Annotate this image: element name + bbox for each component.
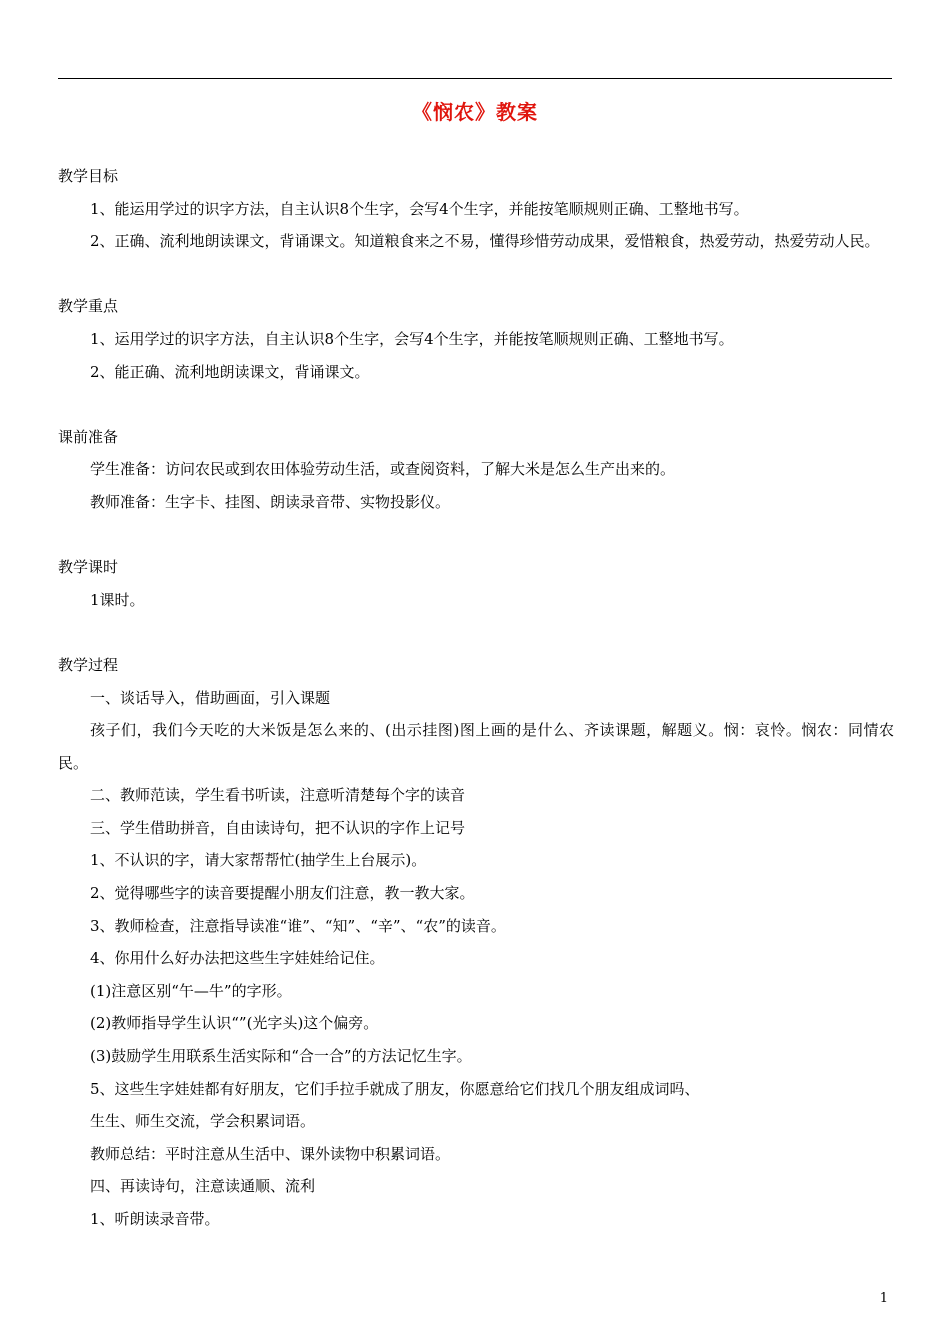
paragraph: 1、不认识的字，请大家帮帮忙(抽学生上台展示)。 bbox=[90, 851, 427, 870]
paragraph: 2、能正确、流利地朗读课文，背诵课文。 bbox=[90, 362, 370, 381]
paragraph: 1、听朗读录音带。 bbox=[90, 1210, 220, 1228]
paragraph: 2、正确、流利地朗读课文，背诵课文。知道粮食来之不易，懂得珍惜劳动成果，爱惜粮食，热爱劳动，热爱劳动人民。 bbox=[90, 232, 880, 251]
section-spacer bbox=[58, 258, 894, 291]
header-rule bbox=[58, 78, 892, 79]
paragraph: (2)教师指导学生认识“”(光字头)这个偏旁。 bbox=[90, 1014, 379, 1033]
paragraph: 二、教师范读，学生看书听读，注意听清楚每个字的读音 bbox=[90, 786, 466, 805]
section-heading-class-hours: 教学课时 bbox=[58, 558, 119, 577]
document-body bbox=[58, 160, 894, 1236]
section-heading-teaching-goals: 教学目标 bbox=[58, 167, 119, 185]
paragraph: 孩子们，我们今天吃的大米饭是怎么来的、(出示挂图)图上画的是什么、齐读课题，解题义。悯：哀怜。悯农：同情农民。 bbox=[58, 721, 894, 772]
paragraph: 学生准备：访问农民或到农田体验劳动生活，或查阅资料，了解大米是怎么生产出来的。 bbox=[90, 460, 676, 479]
document-title: 《悯农》教案 bbox=[412, 100, 538, 124]
paragraph: 教师准备：生字卡、挂图、朗读录音带、实物投影仪。 bbox=[90, 492, 451, 511]
paragraph: 四、再读诗句，注意读通顺、流利 bbox=[90, 1177, 316, 1196]
section-spacer bbox=[58, 616, 894, 649]
paragraph: 生生、师生交流，学会积累词语。 bbox=[90, 1112, 316, 1131]
paragraph: (3)鼓励学生用联系生活实际和“合一合”的方法记忆生字。 bbox=[90, 1047, 472, 1066]
section-heading-teaching-process: 教学过程 bbox=[58, 655, 119, 674]
section-spacer bbox=[58, 388, 894, 421]
paragraph: 1课时。 bbox=[90, 590, 145, 609]
paragraph: 一、谈话导入，借助画面，引入课题 bbox=[90, 688, 331, 707]
paragraph: 4、你用什么好办法把这些生字娃娃给记住。 bbox=[90, 949, 385, 968]
paragraph: 1、能运用学过的识字方法，自主认识8个生字，会写4个生字，并能按笔顺规则正确、工整地书写。 bbox=[90, 199, 749, 218]
paragraph: (1)注意区别“午—牛”的字形。 bbox=[90, 981, 292, 1000]
paragraph: 2、觉得哪些字的读音要提醒小朋友们注意，教一教大家。 bbox=[90, 884, 475, 903]
section-heading-key-points: 教学重点 bbox=[58, 297, 119, 316]
page-number: 1 bbox=[879, 1291, 888, 1306]
section-heading-preparation: 课前准备 bbox=[58, 427, 119, 446]
paragraph: 教师总结：平时注意从生活中、课外读物中积累词语。 bbox=[90, 1144, 451, 1163]
paragraph: 5、这些生字娃娃都有好朋友，它们手拉手就成了朋友，你愿意给它们找几个朋友组成词吗、 bbox=[90, 1079, 700, 1098]
paragraph: 1、运用学过的识字方法，自主认识8个生字，会写4个生字，并能按笔顺规则正确、工整地书写。 bbox=[90, 329, 734, 348]
paragraph: 3、教师检查，注意指导读准“谁”、“知”、“辛”、“农”的读音。 bbox=[90, 916, 506, 935]
paragraph: 三、学生借助拼音，自由读诗句，把不认识的字作上记号 bbox=[90, 818, 466, 837]
section-spacer bbox=[58, 519, 894, 552]
